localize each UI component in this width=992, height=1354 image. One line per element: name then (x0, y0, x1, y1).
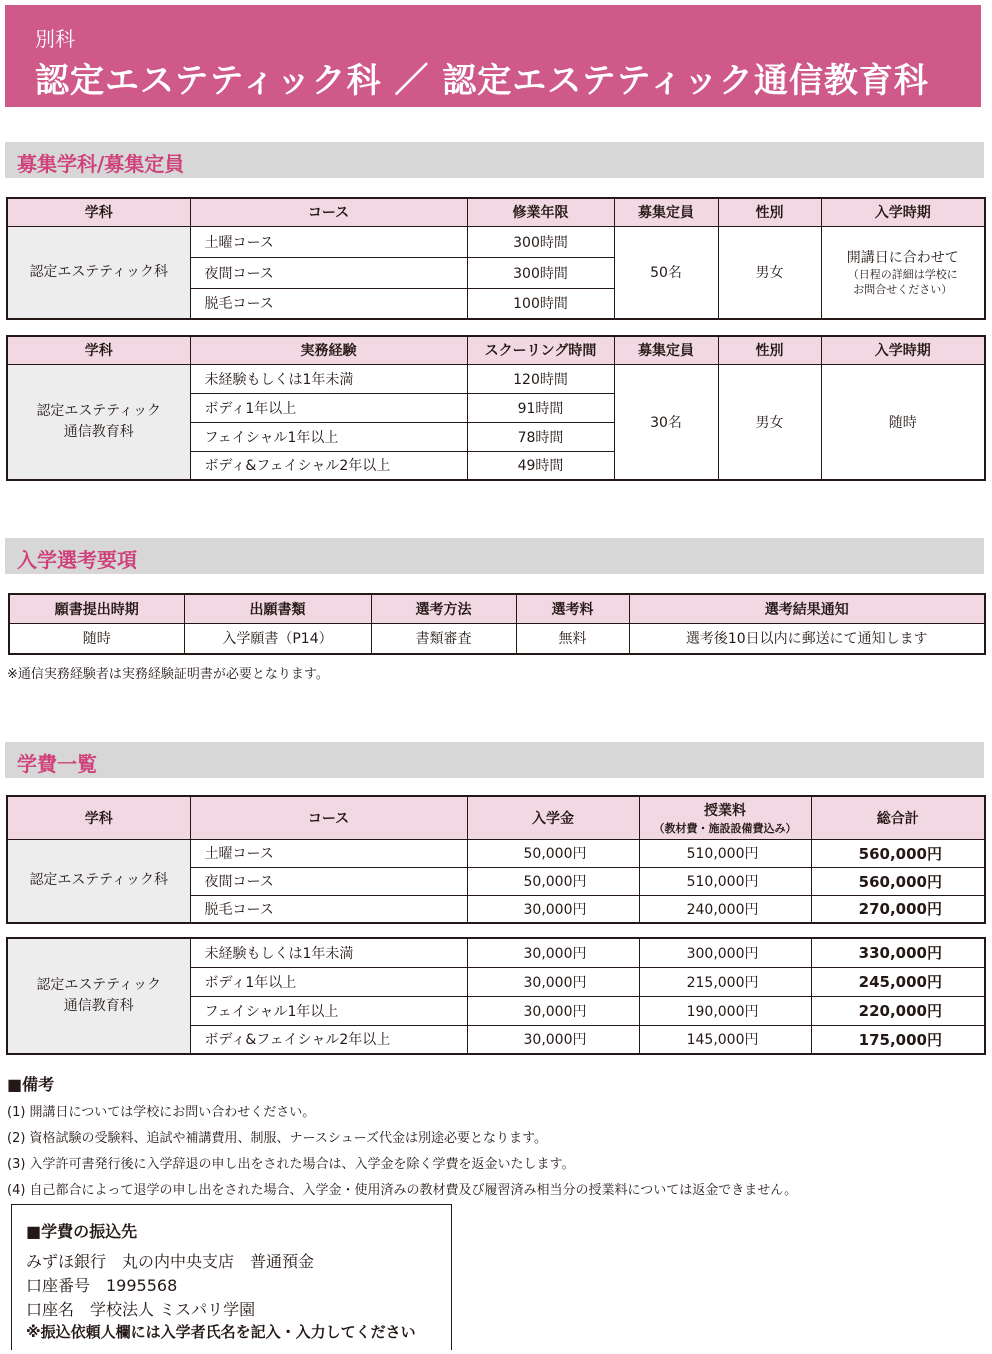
dept-line: 認定エステティック (36, 977, 162, 993)
account-name-line: 口座名 学校法人 ミスパリ学園 (26, 1300, 256, 1319)
total-cell: 330,000円 (811, 938, 985, 967)
entry-main-text: 開講日に合わせて (846, 250, 959, 267)
header-cell: 選考結果通知 (629, 594, 985, 623)
remarks-title: ■備考 (7, 1075, 55, 1094)
admission-table (8, 593, 986, 655)
fee-table-correspondence (6, 937, 986, 1055)
section-heading-admission (5, 538, 984, 574)
header-subtitle: 別科 (35, 27, 75, 51)
entry-cell: 随時 (821, 364, 985, 480)
entrance-fee-cell: 30,000円 (467, 967, 639, 996)
tuition-cell: 240,000円 (639, 895, 811, 923)
header-cell: 学科 (7, 198, 190, 226)
entry-cell (821, 226, 985, 319)
dept-cell (7, 938, 190, 1054)
tuition-header-sub: （教材費・施設設備費込み） (653, 821, 797, 835)
entrance-fee-cell: 30,000円 (467, 1025, 639, 1054)
header-cell: 総合計 (811, 796, 985, 839)
capacity-cell: 30名 (614, 364, 718, 480)
header-cell: 修業年限 (467, 198, 614, 226)
recruit-table-esthetic (6, 197, 986, 320)
course-cell: 土曜コース (190, 839, 467, 867)
course-cell: 土曜コース (190, 226, 467, 257)
header-cell: 出願書類 (184, 594, 371, 623)
tuition-cell: 510,000円 (639, 839, 811, 867)
admission-cell: 入学願書（P14） (184, 623, 371, 654)
course-cell: ボディ&フェイシャル2年以上 (190, 1025, 467, 1054)
bank-title: ■学費の振込先 (26, 1222, 138, 1241)
entry-sub-text: （日程の詳細は学校に (847, 268, 958, 282)
total-cell: 270,000円 (811, 895, 985, 923)
dept-line: 認定エステティック (36, 402, 162, 419)
remark-item: (3) 入学許可書発行後に入学辞退の申し出をされた場合は、入学金を除く学費を返金いたします。 (7, 1157, 575, 1172)
header-banner (5, 5, 981, 107)
total-cell: 560,000円 (811, 839, 985, 867)
dept-line: 通信教育科 (63, 423, 134, 440)
bank-note: ※振込依頼人欄には入学者氏名を記入・入力してください (26, 1323, 416, 1341)
course-cell: 夜間コース (190, 257, 467, 288)
course-cell: 未経験もしくは1年未満 (190, 938, 467, 967)
period-cell: 300時間 (467, 257, 614, 288)
recruit-table-correspondence (6, 335, 986, 481)
header-cell (639, 796, 811, 839)
experience-cell: ボディ1年以上 (190, 393, 467, 422)
entrance-fee-cell: 50,000円 (467, 839, 639, 867)
hours-cell: 91時間 (467, 393, 614, 422)
admission-cell: 随時 (9, 623, 184, 654)
admission-cell: 無料 (516, 623, 629, 654)
course-cell: ボディ1年以上 (190, 967, 467, 996)
tuition-cell: 300,000円 (639, 938, 811, 967)
dept-line: 通信教育科 (63, 998, 134, 1014)
total-cell: 245,000円 (811, 967, 985, 996)
experience-cell: 未経験もしくは1年未満 (190, 364, 467, 393)
header-cell: 入学時期 (821, 336, 985, 364)
section-title-fees: 学費一覧 (17, 752, 97, 776)
header-cell: 願書提出時期 (9, 594, 184, 623)
section-heading-recruit (5, 142, 984, 178)
bank-name-line: みずほ銀行 丸の内中央支店 普通預金 (26, 1252, 315, 1271)
admission-note: ※通信実務経験者は実務経験証明書が必要となります。 (7, 667, 329, 682)
entrance-fee-cell: 30,000円 (467, 895, 639, 923)
total-cell: 220,000円 (811, 996, 985, 1025)
header-cell: 入学時期 (821, 198, 985, 226)
header-cell: 募集定員 (614, 336, 718, 364)
total-cell: 560,000円 (811, 867, 985, 895)
course-cell: 夜間コース (190, 867, 467, 895)
total-cell: 175,000円 (811, 1025, 985, 1054)
dept-cell: 認定エステティック科 (7, 839, 190, 923)
hours-cell: 78時間 (467, 422, 614, 451)
dept-cell: 認定エステティック科 (7, 226, 190, 319)
admission-cell: 書類審査 (371, 623, 516, 654)
hours-cell: 120時間 (467, 364, 614, 393)
header-cell: 選考方法 (371, 594, 516, 623)
hours-cell: 49時間 (467, 451, 614, 480)
entry-sub-text: お問合せください） (853, 283, 953, 297)
experience-cell: フェイシャル1年以上 (190, 422, 467, 451)
header-cell: 選考料 (516, 594, 629, 623)
admission-cell: 選考後10日以内に郵送にて通知します (629, 623, 985, 654)
tuition-header: 授業料 (704, 802, 746, 819)
section-title-admission: 入学選考要項 (17, 548, 137, 572)
gender-cell: 男女 (718, 364, 821, 480)
period-cell: 100時間 (467, 288, 614, 319)
remark-item: (4) 自己都合によって退学の申し出をされた場合、入学金・使用済みの教材費及び履習済み相当分の授業料については返金できません。 (7, 1183, 798, 1198)
header-cell: 募集定員 (614, 198, 718, 226)
header-cell: スクーリング時間 (467, 336, 614, 364)
entrance-fee-cell: 30,000円 (467, 938, 639, 967)
header-cell: 実務経験 (190, 336, 467, 364)
fee-table-esthetic (6, 795, 986, 924)
bank-transfer-box (11, 1204, 452, 1350)
header-cell: 学科 (7, 336, 190, 364)
tuition-cell: 190,000円 (639, 996, 811, 1025)
tuition-cell: 145,000円 (639, 1025, 811, 1054)
section-title-recruit: 募集学科/募集定員 (17, 152, 185, 176)
period-cell: 300時間 (467, 226, 614, 257)
tuition-cell: 215,000円 (639, 967, 811, 996)
entrance-fee-cell: 50,000円 (467, 867, 639, 895)
account-number-line: 口座番号 1995568 (26, 1276, 178, 1295)
course-cell: フェイシャル1年以上 (190, 996, 467, 1025)
header-cell: 入学金 (467, 796, 639, 839)
capacity-cell: 50名 (614, 226, 718, 319)
header-cell: 学科 (7, 796, 190, 839)
course-cell: 脱毛コース (190, 895, 467, 923)
entrance-fee-cell: 30,000円 (467, 996, 639, 1025)
header-cell: コース (190, 198, 467, 226)
section-heading-fees (5, 742, 984, 778)
gender-cell: 男女 (718, 226, 821, 319)
remark-item: (2) 資格試験の受験料、追試や補講費用、制服、ナースシューズ代金は別途必要となります。 (7, 1131, 547, 1146)
course-cell: 脱毛コース (190, 288, 467, 319)
remark-item: (1) 開講日については学校にお問い合わせください。 (7, 1105, 316, 1120)
header-cell: 性別 (718, 336, 821, 364)
header-cell: コース (190, 796, 467, 839)
header-cell: 性別 (718, 198, 821, 226)
tuition-cell: 510,000円 (639, 867, 811, 895)
experience-cell: ボディ&フェイシャル2年以上 (190, 451, 467, 480)
page-title: 認定エステティック科 ／ 認定エステティック通信教育科 (35, 61, 929, 101)
dept-cell (7, 364, 190, 480)
